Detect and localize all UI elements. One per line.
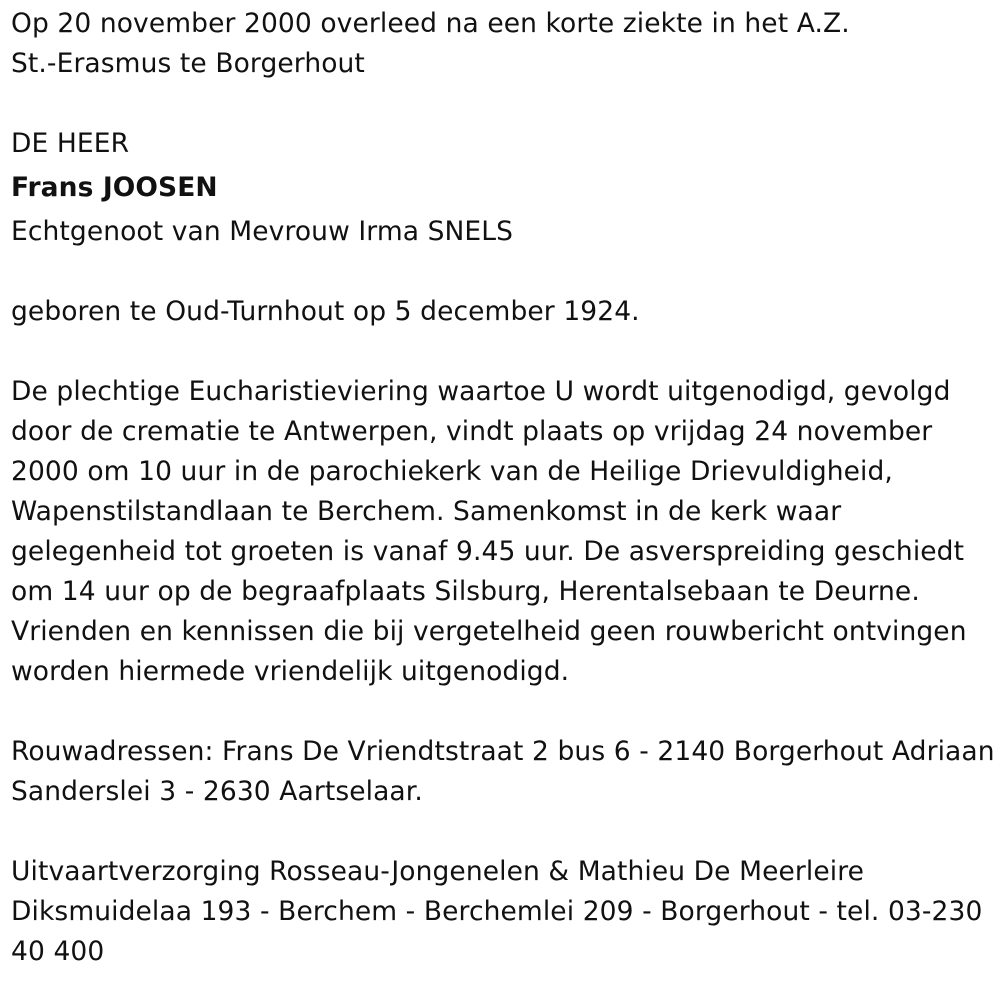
ceremony-line: worden hiermede vriendelijk uitgenodigd.	[11, 656, 570, 687]
address-line: Rouwadressen: Frans De Vriendtstraat 2 bus 6 - 2140 Borgerhout Adriaan	[11, 736, 995, 767]
funeral-home-line: Diksmuidelaa 193 - Berchem - Berchemlei 209 - Borgerhout - tel. 03-230	[11, 896, 983, 927]
funeral-home-paragraph	[11, 852, 996, 972]
intro-line: St.-Erasmus te Borgerhout	[11, 48, 365, 79]
deceased-name: Frans JOOSEN	[11, 172, 218, 203]
intro-line: Op 20 november 2000 overleed na een korte ziekte in het A.Z.	[11, 8, 850, 39]
birth-line: geboren te Oud-Turnhout op 5 december 1924.	[11, 296, 640, 327]
ceremony-line: gelegenheid tot groeten is vanaf 9.45 uur. De asverspreiding geschiedt	[11, 536, 965, 567]
ceremony-line: door de crematie te Antwerpen, vindt plaats op vrijdag 24 november	[11, 416, 933, 447]
address-line: Sanderslei 3 - 2630 Aartselaar.	[11, 776, 423, 807]
obituary-document	[11, 4, 996, 972]
ceremony-line: Vrienden en kennissen die bij vergetelheid geen rouwbericht ontvingen	[11, 616, 967, 647]
honorific-title: DE HEER	[11, 128, 130, 159]
funeral-home-line: Uitvaartverzorging Rosseau-Jongenelen & Mathieu De Meerleire	[11, 856, 865, 887]
spouse-line: Echtgenoot van Mevrouw Irma SNELS	[11, 216, 514, 247]
ceremony-paragraph	[11, 372, 996, 692]
ceremony-line: 2000 om 10 uur in de parochiekerk van de Heilige Drievuldigheid,	[11, 456, 893, 487]
birth-paragraph	[11, 292, 996, 332]
deceased-block	[11, 124, 996, 252]
funeral-home-line: 40 400	[11, 936, 105, 967]
intro-paragraph	[11, 4, 996, 84]
address-paragraph	[11, 732, 996, 812]
ceremony-line: Wapenstilstandlaan te Berchem. Samenkomst in de kerk waar	[11, 496, 842, 527]
ceremony-line: om 14 uur op de begraafplaats Silsburg, Herentalsebaan te Deurne.	[11, 576, 920, 607]
ceremony-line: De plechtige Eucharistieviering waartoe U wordt uitgenodigd, gevolgd	[11, 376, 951, 407]
